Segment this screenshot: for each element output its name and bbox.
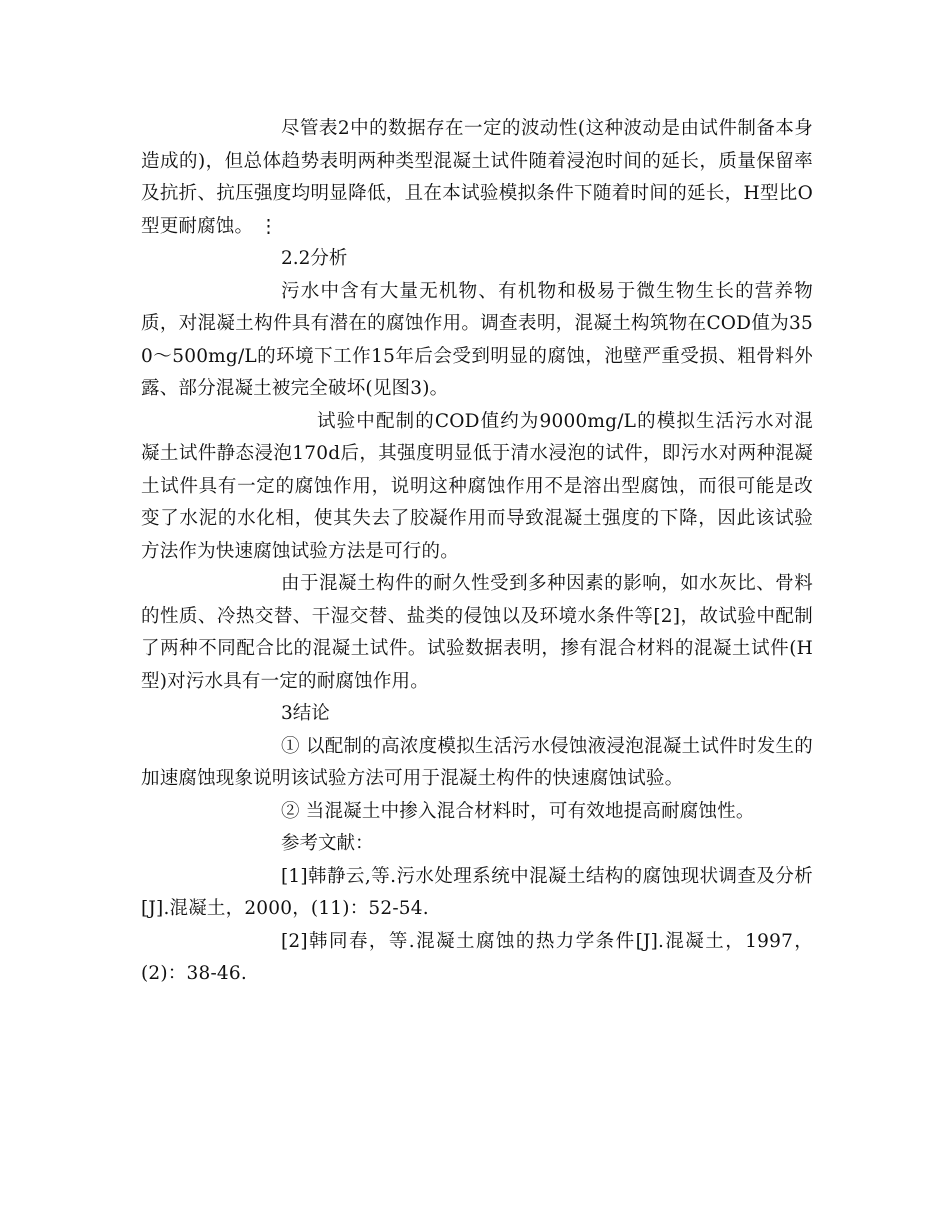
paragraph-sewage-corrosion: 污水中含有大量无机物、有机物和极易于微生物生长的营养物质，对混凝土构件具有潜在的腐蚀作用。调查表明，混凝土构筑物在COD值为350～500mg/L的环境下工作15年后会受到明显的腐蚀，池壁严重受损、粗骨料外露、部分混凝土被完全破坏(见图3)。 [141, 280, 813, 399]
reference-item-2: [2]韩同春，等.混凝土腐蚀的热力学条件[J].混凝土，1997，(2)：38-46. [141, 930, 813, 984]
conclusion-item-1: ① 以配制的高浓度模拟生活污水侵蚀液浸泡混凝土试件时发生的加速腐蚀现象说明该试验方法可用于混凝土构件的快速腐蚀试验。 [141, 735, 813, 789]
paragraph-durability-factors: 由于混凝土构件的耐久性受到多种因素的影响，如水灰比、骨料的性质、冷热交替、干湿交替、盐类的侵蚀以及环境水条件等[2]，故试验中配制了两种不同配合比的混凝土试件。试验数据表明，掺有混合材料的混凝土试件(H型)对污水具有一定的耐腐蚀作用。 [141, 573, 813, 692]
section-heading-conclusion: 3结论 [281, 703, 330, 724]
document-body [141, 113, 813, 991]
section-heading-2-2: 2.2分析 [281, 248, 348, 269]
conclusion-item-2: ② 当混凝土中掺入混合材料时，可有效地提高耐腐蚀性。 [281, 800, 755, 822]
reference-item-1: [1]韩静云,等.污水处理系统中混凝土结构的腐蚀现状调查及分析[J].混凝土，2000，(11)：52-54. [141, 865, 813, 919]
references-heading: 参考文献： [281, 833, 374, 854]
paragraph-cod-test: 试验中配制的COD值约为9000mg/L的模拟生活污水对混凝土试件静态浸泡170d后，其强度明显低于清水浸泡的试件，即污水对两种混凝土试件具有一定的腐蚀作用，说明这种腐蚀作用不是溶出型腐蚀，而很可能是改变了水泥的水化相，使其失去了胶凝作用而导致混凝土强度的下降，因此该试验方法作为快速腐蚀试验方法是可行的。 [141, 410, 813, 562]
paragraph-table2-trend: 尽管表2中的数据存在一定的波动性(这种波动是由试件制备本身造成的)，但总体趋势表明两种类型混凝土试件随着浸泡时间的延长，质量保留率及抗折、抗压强度均明显降低，且在本试验模拟条件下随着时间的延长，H型比O型更耐腐蚀。 ⋮ [141, 118, 813, 237]
